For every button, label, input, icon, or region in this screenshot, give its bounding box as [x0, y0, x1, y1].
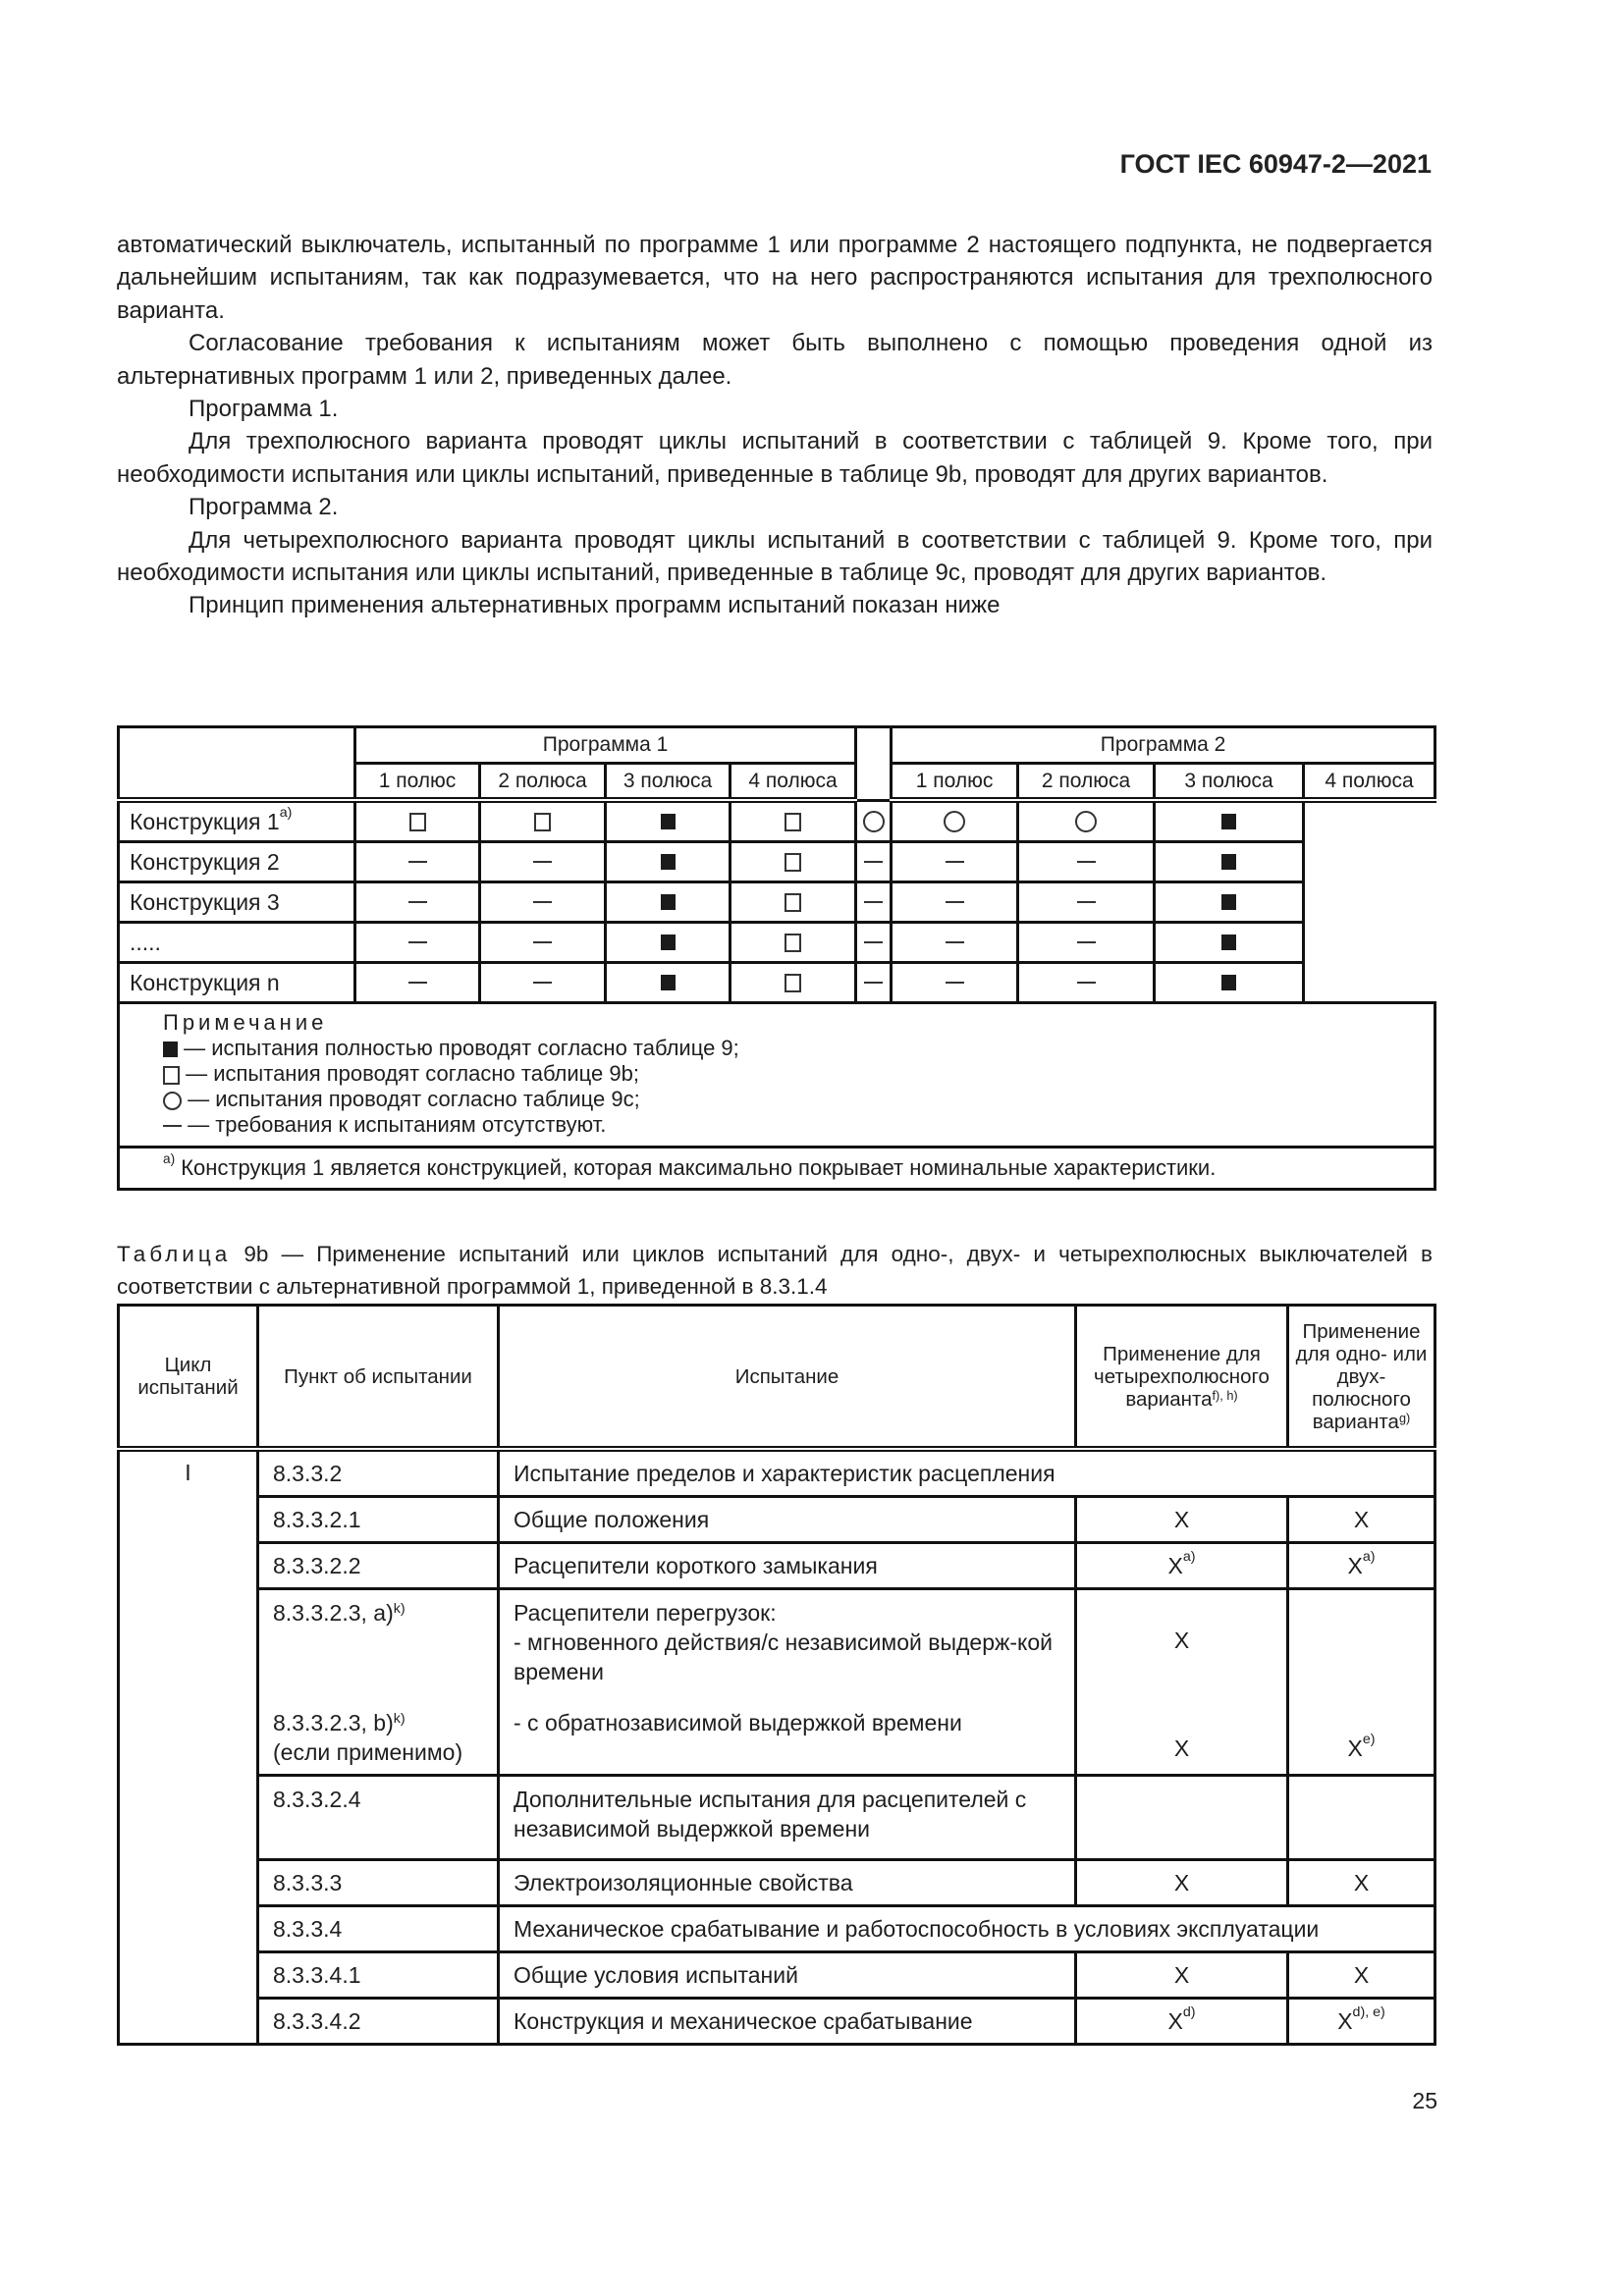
clause-number: 8.3.3.4.2 — [273, 2007, 361, 2034]
legend-item — [163, 1112, 1434, 1138]
test-name: Общие условия испытаний — [514, 1961, 798, 1988]
dash-icon — [533, 901, 552, 903]
test-name: Электроизоляционные свойства — [514, 1869, 853, 1896]
empty-square-icon — [534, 813, 551, 831]
program-2-cell — [1018, 923, 1155, 963]
test-name: Общие положения — [514, 1506, 710, 1532]
table-row — [119, 1589, 1435, 1776]
row-label — [119, 963, 355, 1003]
program-2-cell — [892, 842, 1018, 882]
program-2-cell — [1018, 842, 1155, 882]
clause-number: 8.3.3.2.3, b) — [273, 1710, 394, 1735]
program-1-cell — [731, 923, 856, 963]
test-cell — [499, 1860, 1076, 1906]
applicability-cell — [1076, 1952, 1288, 1999]
clause-cell — [258, 1906, 499, 1952]
program-1-cell — [606, 842, 731, 882]
dash-icon — [864, 941, 883, 943]
program-1-header: Программа 1 — [355, 727, 856, 764]
filled-square-icon — [1221, 975, 1236, 990]
dash-icon — [163, 1125, 182, 1127]
table-9b — [117, 1304, 1436, 2046]
filled-square-icon — [661, 854, 676, 870]
empty-square-icon — [785, 893, 801, 912]
paragraph: Принцип применения альтернативных программ испытаний показан ниже — [189, 592, 1001, 619]
applicability-cell — [1076, 1589, 1288, 1776]
program-1-cell — [606, 882, 731, 923]
footnote-cell — [119, 1148, 1435, 1190]
footnote-ref: k) — [393, 1711, 406, 1727]
program-1-cell — [355, 800, 480, 842]
dash-icon — [533, 982, 552, 984]
header-one-two-pole: Применение для одно- или двух-полюсного варианта$^{g)}$ — [1288, 1306, 1435, 1450]
program-2-cell — [1155, 882, 1304, 923]
empty-square-icon — [785, 853, 801, 872]
dash-icon — [946, 982, 964, 984]
clause-number: 8.3.3.2.3, a) — [273, 1600, 394, 1626]
program-1-cell — [355, 923, 480, 963]
applicability-cell — [1288, 1952, 1435, 1999]
program-2-cell — [1155, 963, 1304, 1003]
header-cycle: Цикл испытаний — [119, 1306, 258, 1450]
mark: X — [1347, 1552, 1363, 1578]
clause-cell — [258, 1589, 499, 1776]
filled-square-icon — [1221, 854, 1236, 870]
notes-cell — [119, 1003, 1435, 1148]
table-row — [119, 1449, 1435, 1497]
dash-icon — [408, 941, 427, 943]
empty-square-icon — [163, 1066, 180, 1085]
paragraph-heading: Программа 2. — [189, 494, 339, 521]
circle-icon — [863, 811, 885, 832]
table-row — [119, 923, 1435, 963]
filled-square-icon — [163, 1041, 178, 1057]
clause-cell — [258, 1449, 499, 1497]
row-label — [119, 800, 355, 842]
pole-header: 2 полюса — [1018, 764, 1155, 801]
test-cell — [499, 1497, 1076, 1543]
mark: X — [1173, 1506, 1190, 1532]
filled-square-icon — [661, 934, 676, 950]
footnote-ref: a) — [279, 804, 293, 821]
program-1-cell — [731, 882, 856, 923]
applicability-cell — [1288, 1543, 1435, 1589]
header-four-pole: Применение для четырехполюсного варианта$^{f), h)}$ — [1076, 1306, 1288, 1450]
test-cell — [499, 1776, 1076, 1860]
footnote-ref: e) — [1362, 1732, 1376, 1747]
program-1-cell — [731, 842, 856, 882]
pole-header: 3 полюса — [606, 764, 731, 801]
mark: X — [1173, 1628, 1190, 1653]
legend-item — [163, 1087, 1434, 1112]
program-2-cell — [892, 882, 1018, 923]
paragraph: Для четырехполюсного варианта проводят циклы испытаний в соответствии с таблицей 9. Кроме того, при необходимости испытания или циклы испытаний, приведенные в таблице 9с, проводят для других вариантов. — [117, 526, 1433, 587]
clause-number: 8.3.3.2.2 — [273, 1552, 361, 1578]
program-1-cell — [355, 842, 480, 882]
table-row — [119, 1497, 1435, 1543]
program-1-cell — [731, 963, 856, 1003]
program-2-cell — [1155, 842, 1304, 882]
table-row — [119, 1860, 1435, 1906]
test-cell — [499, 1906, 1435, 1952]
dash-icon — [946, 861, 964, 863]
program-2-cell — [892, 800, 1018, 842]
pole-header: 1 полюс — [355, 764, 480, 801]
program-2-cell — [1155, 800, 1304, 842]
footnote-ref: d), e) — [1352, 2003, 1385, 2020]
dash-icon — [533, 861, 552, 863]
applicability-cell — [1288, 1776, 1435, 1860]
clause-cell — [258, 1543, 499, 1589]
circle-icon — [1075, 811, 1097, 832]
legend-text: — испытания полностью проводят согласно таблице 9; — [178, 1036, 739, 1060]
test-name: - с обратнозависимой выдержкой времени — [514, 1710, 962, 1735]
clause-number: 8.3.3.4 — [273, 1915, 343, 1942]
applicability-cell — [1076, 1543, 1288, 1589]
dash-icon — [1077, 861, 1096, 863]
test-name: Механическое срабатывание и работоспособность в условиях эксплуатации — [514, 1915, 1320, 1942]
clause-cell — [258, 1497, 499, 1543]
pole-header: 1 полюс — [892, 764, 1018, 801]
table-row — [119, 1952, 1435, 1999]
clause-cell — [258, 1952, 499, 1999]
dash-icon — [946, 901, 964, 903]
test-name: Конструкция и механическое срабатывание — [514, 2007, 973, 2034]
footnote-ref: a) — [1182, 1548, 1196, 1565]
construction-label: Конструкция 3 — [130, 888, 280, 915]
clause-cell — [258, 1776, 499, 1860]
footnote-text: Конструкция 1 является конструкцией, которая максимально покрывает номинальные характеристики. — [175, 1155, 1217, 1180]
program-1-cell — [355, 963, 480, 1003]
program-1-cell — [731, 800, 856, 842]
pole-header: 2 полюса — [480, 764, 606, 801]
program-2-cell — [1018, 882, 1155, 923]
dash-icon — [1077, 901, 1096, 903]
dash-icon — [864, 982, 883, 984]
corner-cell — [119, 727, 355, 801]
paragraph: Для трехполюсного варианта проводят циклы испытаний в соответствии с таблицей 9. Кроме того, при необходимости испытания или циклы испытаний, приведенные в таблице 9b, проводят для других вариантов. — [117, 428, 1433, 488]
dash-icon — [408, 982, 427, 984]
table-row — [119, 842, 1435, 882]
mark: X — [1347, 1735, 1363, 1761]
body-text — [117, 229, 1433, 622]
program-1-cell — [480, 800, 606, 842]
filled-square-icon — [661, 814, 676, 829]
paragraph: Согласование требования к испытаниям может быть выполнено с помощью проведения одной из альтернативных программ 1 или 2, приведенных далее. — [117, 330, 1433, 390]
construction-label: Конструкция n — [130, 969, 280, 995]
table-row — [119, 882, 1435, 923]
mark: X — [1337, 2007, 1353, 2034]
pole-header: 3 полюса — [1155, 764, 1304, 801]
mark: X — [1173, 1869, 1190, 1896]
filled-square-icon — [1221, 934, 1236, 950]
program-2-cell — [1018, 800, 1155, 842]
dash-icon — [864, 901, 883, 903]
row-label — [119, 842, 355, 882]
document-header: ГОСТ IEC 60947-2—2021 — [1119, 149, 1432, 179]
footnote-ref: k) — [393, 1601, 406, 1617]
test-cell — [499, 1543, 1076, 1589]
note-title: Примечание — [163, 1010, 328, 1035]
legend-text: — испытания проводят согласно таблице 9b; — [180, 1061, 639, 1086]
construction-label: Конструкция 2 — [130, 848, 280, 875]
applicability-cell — [1076, 1497, 1288, 1543]
caption-label: Таблица — [117, 1242, 232, 1266]
program-1-cell — [480, 923, 606, 963]
footnote-mark: a) — [163, 1151, 176, 1166]
applicability-cell — [1288, 1497, 1435, 1543]
program-1-cell — [480, 963, 606, 1003]
paragraph: автоматический выключатель, испытанный по программе 1 или программе 2 настоящего подпункта, не подвергается дальнейшим испытаниям, так как подразумевается, что на него распространяются испытания для трехполюсного варианта. — [117, 232, 1433, 324]
table-row — [119, 963, 1435, 1003]
clause-number: 8.3.3.4.1 — [273, 1961, 361, 1988]
header-clause: Пункт об испытании — [258, 1306, 499, 1450]
dash-icon — [408, 901, 427, 903]
test-cell — [499, 1952, 1076, 1999]
program-2-cell — [856, 963, 892, 1003]
program-matrix-table — [117, 725, 1436, 1191]
circle-icon — [163, 1092, 182, 1110]
row-label — [119, 882, 355, 923]
dash-icon — [864, 861, 883, 863]
construction-label: Конструкция 1 — [130, 808, 280, 834]
applicability-cell — [1076, 1776, 1288, 1860]
test-cell — [499, 1449, 1435, 1497]
construction-label: ..... — [130, 929, 161, 955]
program-2-cell — [1018, 963, 1155, 1003]
program-2-cell — [856, 882, 892, 923]
program-2-cell — [1155, 923, 1304, 963]
footnote-ref: a) — [1362, 1548, 1376, 1565]
program-1-cell — [606, 963, 731, 1003]
program-1-cell — [606, 923, 731, 963]
pole-header: 4 полюса — [1304, 764, 1435, 801]
mark: X — [1167, 1552, 1183, 1578]
table-row — [119, 1999, 1435, 2045]
mark: X — [1353, 1506, 1370, 1532]
clause-number: 8.3.3.2.4 — [273, 1787, 361, 1812]
mark: X — [1173, 1961, 1190, 1988]
dash-icon — [1077, 982, 1096, 984]
page-number: 25 — [1412, 2088, 1437, 2113]
applicability-cell — [1288, 1860, 1435, 1906]
row-label — [119, 923, 355, 963]
table-row — [119, 1543, 1435, 1589]
program-1-cell — [606, 800, 731, 842]
test-cell — [499, 1589, 1076, 1776]
cycle-number: I — [185, 1460, 191, 1485]
dash-icon — [1077, 941, 1096, 943]
table-row — [119, 1776, 1435, 1860]
dash-icon — [533, 941, 552, 943]
clause-number: 8.3.3.2 — [273, 1460, 343, 1486]
mark: X — [1173, 1735, 1190, 1761]
legend-text: — требования к испытаниям отсутствуют. — [182, 1112, 607, 1137]
program-2-cell — [856, 842, 892, 882]
mark: X — [1353, 1869, 1370, 1896]
footnote-ref: d) — [1182, 2003, 1196, 2020]
program-1-cell — [480, 882, 606, 923]
clause-note: (если применимо) — [273, 1739, 463, 1765]
legend-item — [163, 1061, 1434, 1087]
legend-item — [163, 1036, 1434, 1061]
cycle-cell — [119, 1449, 258, 2045]
paragraph-heading: Программа 1. — [189, 396, 339, 423]
program-2-cell — [892, 923, 1018, 963]
filled-square-icon — [1221, 814, 1236, 829]
test-name: - мгновенного действия/с независимой выдерж-кой времени — [514, 1629, 1053, 1684]
test-cell — [499, 1999, 1076, 2045]
table-row — [119, 800, 1435, 842]
applicability-cell — [1076, 1860, 1288, 1906]
applicability-cell — [1288, 1999, 1435, 2045]
program-2-cell — [856, 923, 892, 963]
applicability-cell — [1076, 1999, 1288, 2045]
dash-icon — [408, 861, 427, 863]
filled-square-icon — [661, 975, 676, 990]
program-2-cell — [892, 963, 1018, 1003]
filled-square-icon — [1221, 894, 1236, 910]
applicability-cell — [1288, 1589, 1435, 1776]
pole-header: 4 полюса — [731, 764, 856, 801]
program-1-cell — [480, 842, 606, 882]
test-name: Дополнительные испытания для расцепителей с независимой выдержкой времени — [514, 1787, 1027, 1842]
test-name: Расцепители перегрузок: — [514, 1600, 777, 1626]
clause-cell — [258, 1999, 499, 2045]
empty-square-icon — [785, 974, 801, 992]
column-gap — [856, 727, 892, 801]
table-caption — [117, 1238, 1433, 1303]
test-name: Расцепители короткого замыкания — [514, 1552, 878, 1578]
mark: X — [1353, 1961, 1370, 1988]
circle-icon — [944, 811, 965, 832]
empty-square-icon — [409, 813, 426, 831]
dash-icon — [946, 941, 964, 943]
program-2-header: Программа 2 — [892, 727, 1435, 764]
program-1-cell — [355, 882, 480, 923]
caption-text: 9b — Применение испытаний или циклов испытаний для одно-, двух- и четырехполюсных выключателей в соответствии с альтернативной программой 1, приведенной в 8.3.1.4 — [117, 1242, 1433, 1299]
header-test: Испытание — [499, 1306, 1076, 1450]
clause-cell — [258, 1860, 499, 1906]
empty-square-icon — [785, 934, 801, 952]
filled-square-icon — [661, 894, 676, 910]
test-name: Испытание пределов и характеристик расцепления — [514, 1460, 1056, 1486]
legend-text: — испытания проводят согласно таблице 9c; — [182, 1087, 640, 1111]
program-2-cell — [856, 800, 892, 842]
table-row — [119, 1906, 1435, 1952]
clause-number: 8.3.3.2.1 — [273, 1506, 361, 1532]
clause-number: 8.3.3.3 — [273, 1869, 343, 1896]
mark: X — [1167, 2007, 1183, 2034]
empty-square-icon — [785, 813, 801, 831]
